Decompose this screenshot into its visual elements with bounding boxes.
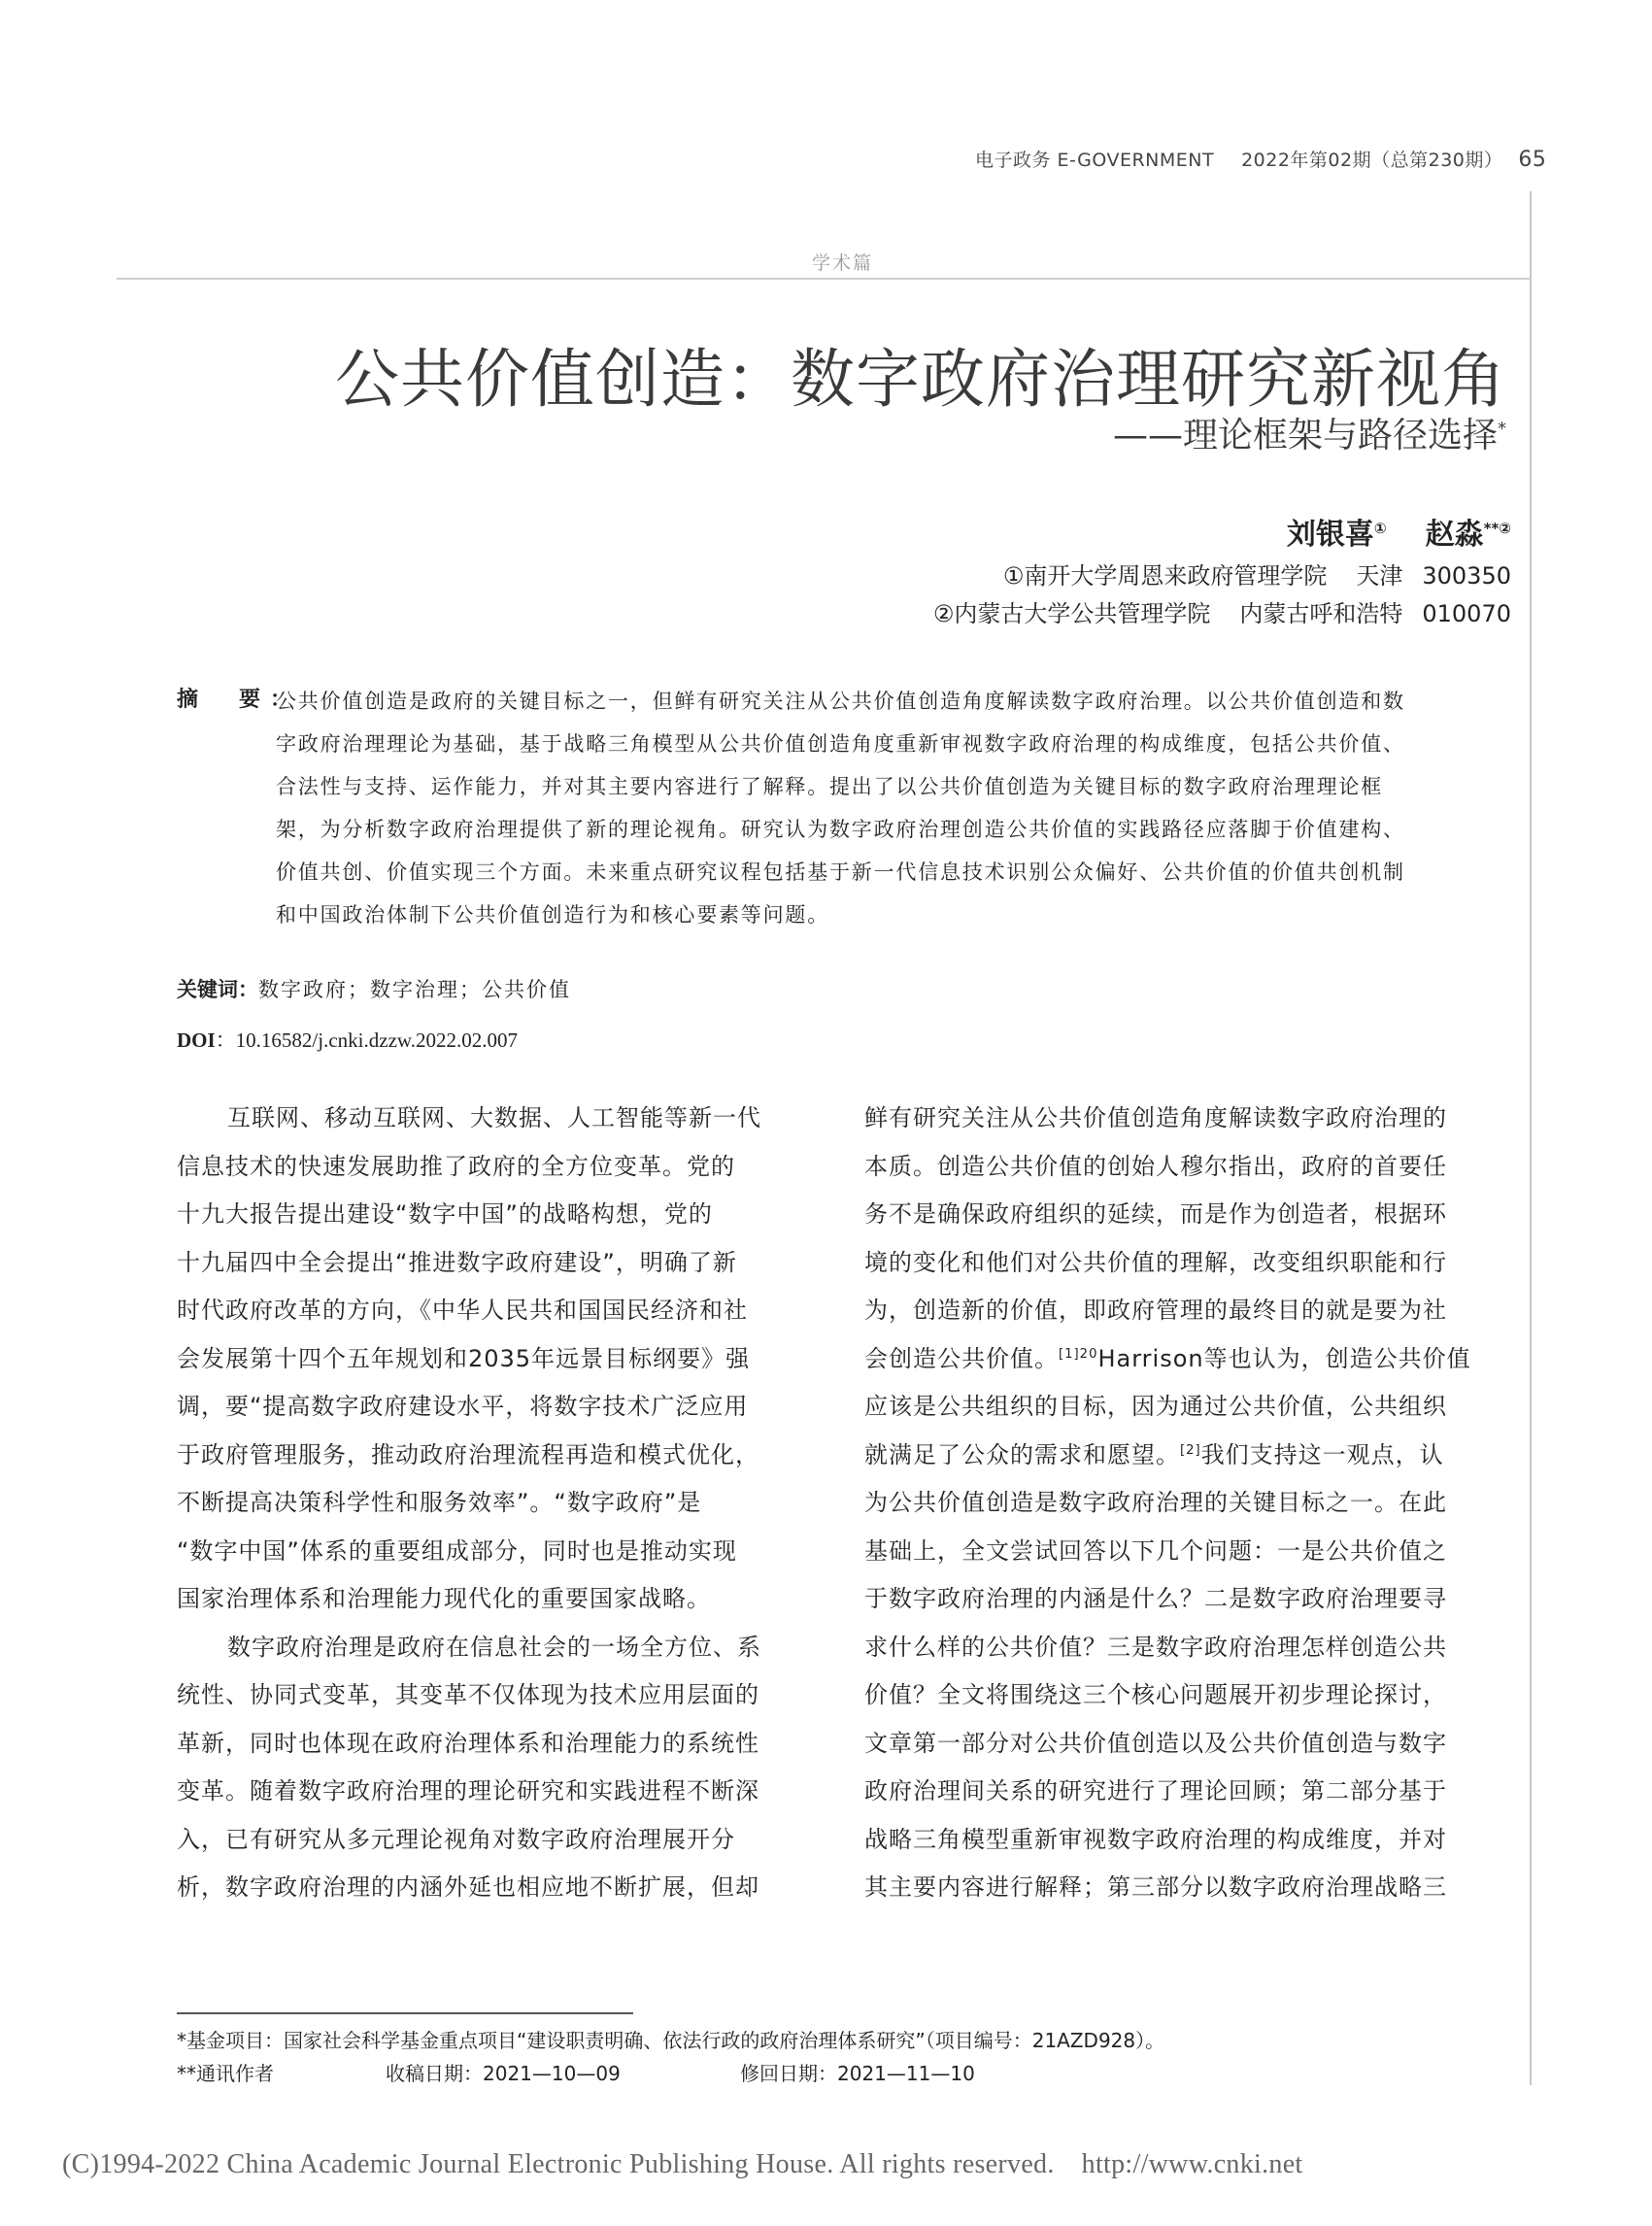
running-head bbox=[975, 146, 1546, 172]
keywords-value: 数字政府；数字治理；公共价值 bbox=[258, 978, 571, 1001]
doi-value: ：10.16582/j.cnki.dzzw.2022.02.007 bbox=[215, 1029, 518, 1052]
affiliation: ①南开大学周恩来政府管理学院 天津 300350 bbox=[1002, 562, 1511, 590]
copyright-url: http://www.cnki.net bbox=[1081, 2149, 1303, 2179]
journal-name: 电子政务 E-GOVERNMENT bbox=[975, 150, 1215, 171]
body-line-with-citation: 就满足了公众的需求和愿望。[2]我们支持这一观点，认 bbox=[864, 1440, 1444, 1468]
author-mark: ① bbox=[1373, 520, 1387, 537]
footnote-dates bbox=[177, 2058, 975, 2086]
body-column-right: 鲜有研究关注从公共价值创造角度解读数字政府治理的 本质。创造公共价值的创始人穆尔指出，政府的首要任 务不是确保政府组织的延续，而是作为创造者，根据环 境的变化和他们对公共价值的理解，改变组织职能和行 为，创造新的价值，即政府管理的最终目的就是要为社 会创造公共价值。$^{[1]20}$Harrison等也认为，创造公共价值 应该是公共组织的目标，因为通过公共价值，公共组织 就满足了公众的需求和愿望。[2]我们支持这一观点，认 为公共价值创造是数字政府治理的关键目标之一。在此 基础上，全文尝试回答以下几个问题：一是公共价值之 于数字政府治理的内涵是什么？二是数字政府治理要寻 求什么样的公共价值？三是数字政府治理怎样创造公共 价值？全文将围绕这三个核心问题展开初步理论探讨， 文章第一部分对公共价值创造以及公共价值创造与数字 政府治理间关系的研究进行了理论回顾；第二部分基于 战略三角模型重新审视数字政府治理的构成维度，并对 其主要内容进行解释；第三部分以数字政府治理战略三 bbox=[864, 1104, 1471, 1901]
footnote-rule bbox=[177, 2012, 633, 2014]
right-margin-rule bbox=[1530, 191, 1532, 2085]
paper-subtitle: ——理论框架与路径选择* bbox=[1112, 416, 1506, 455]
citation-ref: [2] bbox=[1180, 1442, 1201, 1458]
revised-date: 修回日期：2021—11—10 bbox=[740, 2062, 975, 2085]
body-line-with-citation: 会创造公共价值。$^{[1]20}$Harrison等也认为，创造公共价值 bbox=[864, 1344, 1471, 1372]
doi-label: DOI bbox=[177, 1029, 216, 1052]
abstract-text: 公共价值创造是政府的关键目标之一，但鲜有研究关注从公共价值创造角度解读数字政府治理。以公共价值创造和数 字政府治理理论为基础，基于战略三角模型从公共价值创造角度重新审视数字政府治理的构成维度，包括公共价值、 合法性与支持、运作能力，并对其主要内容进行了解释。提出了以公共价值创造为关键目标的数字政府治理理论框 架，为分析数字政府治理提供了新的理论视角。研究认为数字政府治理创造公共价值的实践路径应落脚于价值建构、 价值共创、价值实现三个方面。未来重点研究议程包括基于新一代信息技术识别公众偏好、公共价值的价值共创机制 和中国政治体制下公共价值创造行为和核心要素等问题。 bbox=[276, 690, 1405, 927]
keywords bbox=[177, 974, 571, 1003]
author-list bbox=[1287, 510, 1511, 553]
paper-title: 公共价值创造：数字政府治理研究新视角 bbox=[335, 342, 1506, 417]
corresponding-author-note: **通讯作者 bbox=[177, 2062, 274, 2085]
doi bbox=[177, 1025, 518, 1054]
author-name: 赵淼 bbox=[1425, 518, 1484, 552]
citation-ref: [1]20 bbox=[1059, 1346, 1098, 1362]
section-label: 学术篇 bbox=[812, 253, 874, 274]
issue-info: 2022年第02期（总第230期） bbox=[1241, 150, 1503, 171]
keywords-label: 关键词： bbox=[177, 978, 258, 1001]
body-column-left: 互联网、移动互联网、大数据、人工智能等新一代 信息技术的快速发展助推了政府的全方位变革。党的 十九大报告提出建设“数字中国”的战略构想，党的 十九届四中全会提出“推进数字政府建设”，明确了新 时代政府改革的方向，《中华人民共和国国民经济和社 会发展第十四个五年规划和2035年远景目标纲要》强 调，要“提高数字政府建设水平，将数字技术广泛应用 于政府管理服务，推动政府治理流程再造和模式优化， 不断提高决策科学性和服务效率”。“数字政府”是 “数字中国”体系的重要组成部分，同时也是推动实现 国家治理体系和治理能力现代化的重要国家战略。 数字政府治理是政府在信息社会的一场全方位、系 统性、协同式变革，其变革不仅体现为技术应用层面的 革新，同时也体现在政府治理体系和治理能力的系统性 变革。随着数字政府治理的理论研究和实践进程不断深 入，已有研究从多元理论视角对数字政府治理展开分 析，数字政府治理的内涵外延也相应地不断扩展，但却 bbox=[177, 1104, 761, 1901]
page-number: 65 bbox=[1518, 148, 1547, 172]
author-name: 刘银喜 bbox=[1286, 518, 1374, 552]
header-divider bbox=[117, 278, 1532, 280]
received-date: 收稿日期：2021—10—09 bbox=[386, 2062, 621, 2085]
footnote-funding: *基金项目：国家社会科学基金重点项目“建设职责明确、依法行政的政府治理体系研究”（项目编号：21AZD928）。 bbox=[177, 2029, 1165, 2052]
affiliation: ②内蒙古大学公共管理学院 内蒙古呼和浩特 010070 bbox=[932, 600, 1511, 627]
abstract-label: 摘 要： bbox=[177, 688, 302, 712]
copyright-text: (C)1994-2022 China Academic Journal Electronic Publishing House. All rights reserved. bbox=[62, 2149, 1055, 2179]
copyright-line bbox=[62, 2149, 1303, 2180]
author-mark: **② bbox=[1483, 520, 1511, 537]
